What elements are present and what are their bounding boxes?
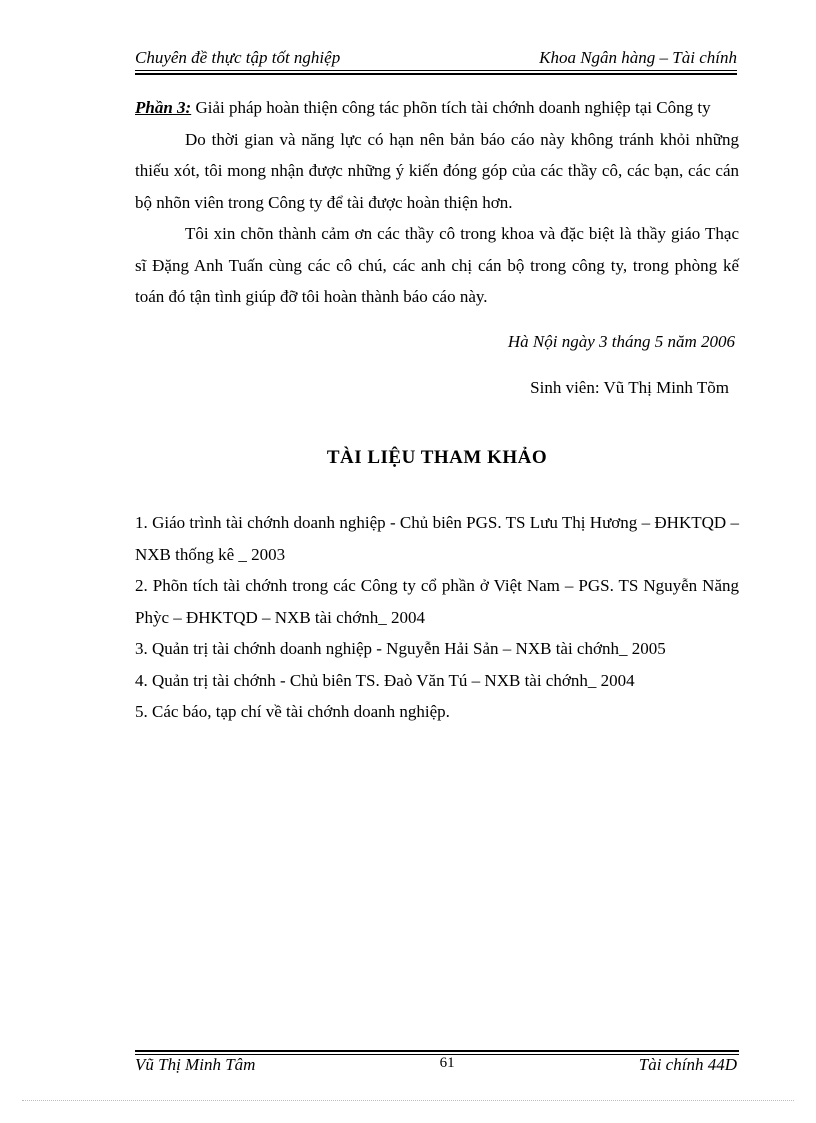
header-rule-thick	[135, 73, 737, 75]
reference-item: 5. Các báo, tạp chí về tài chớnh doanh nghiệp.	[135, 702, 450, 721]
closing-paragraph-1: Do thời gian và năng lực có hạn nên bản báo cáo này không tránh khỏi những thiếu xót, tôi mong nhận được những ý kiến đóng góp của các thầy cô, các bạn, các cán bộ nhõn viên trong Công ty để tài được hoàn thiện hơn.	[135, 129, 739, 212]
date-line: Hà Nội ngày 3 tháng 5 năm 2006	[507, 331, 735, 351]
closing-paragraph-2: Tôi xin chõn thành cảm ơn các thầy cô trong khoa và đặc biệt là thầy giáo Thạc sĩ Đặng Anh Tuấn cùng các cô chú, các anh chị cán bộ trong công ty, trong phòng kế toán đó tận tình giúp đỡ tôi hoàn thành báo cáo này.	[135, 224, 739, 306]
part3-label: Phần 3:	[135, 98, 192, 117]
page-footer	[135, 1055, 737, 1075]
page-number: 61	[439, 1055, 455, 1071]
signature-line: Sinh viên: Vũ Thị Minh Tõm	[530, 378, 729, 397]
reference-item: 2. Phõn tích tài chớnh trong các Công ty cổ phần ở Việt Nam – PGS. TS Nguyễn Năng Phỳc – ĐHKTQD – NXB tài chớnh_ 2004	[135, 576, 739, 627]
page-content	[135, 92, 739, 728]
header-rule	[135, 70, 737, 71]
footer-class: Tài chính 44D	[638, 1055, 737, 1074]
references-title: TÀI LIỆU THAM KHẢO	[326, 446, 548, 468]
header-right: Khoa Ngân hàng – Tài chính	[539, 48, 737, 67]
header-left: Chuyên đề thực tập tốt nghiệp	[135, 48, 341, 67]
reference-item: 4. Quản trị tài chớnh - Chủ biên TS. Đaò Văn Tú – NXB tài chớnh_ 2004	[135, 670, 635, 690]
footer-author: Vũ Thị Minh Tâm	[135, 1055, 256, 1074]
part3-paragraph	[135, 92, 739, 124]
reference-item: 1. Giáo trình tài chớnh doanh nghiệp - Chủ biên PGS. TS Lưu Thị Hương – ĐHKTQD – NXB thống kê _ 2003	[135, 513, 739, 564]
page-header	[135, 48, 737, 68]
part3-text: Giải pháp hoàn thiện công tác phõn tích tài chớnh doanh nghiệp tại Công ty	[191, 98, 711, 117]
page-edge-divider	[22, 1100, 794, 1101]
references-list	[135, 507, 739, 728]
footer-rule-thick	[135, 1050, 739, 1052]
reference-item: 3. Quản trị tài chớnh doanh nghiệp - Nguyễn Hải Sản – NXB tài chớnh_ 2005	[135, 639, 666, 658]
